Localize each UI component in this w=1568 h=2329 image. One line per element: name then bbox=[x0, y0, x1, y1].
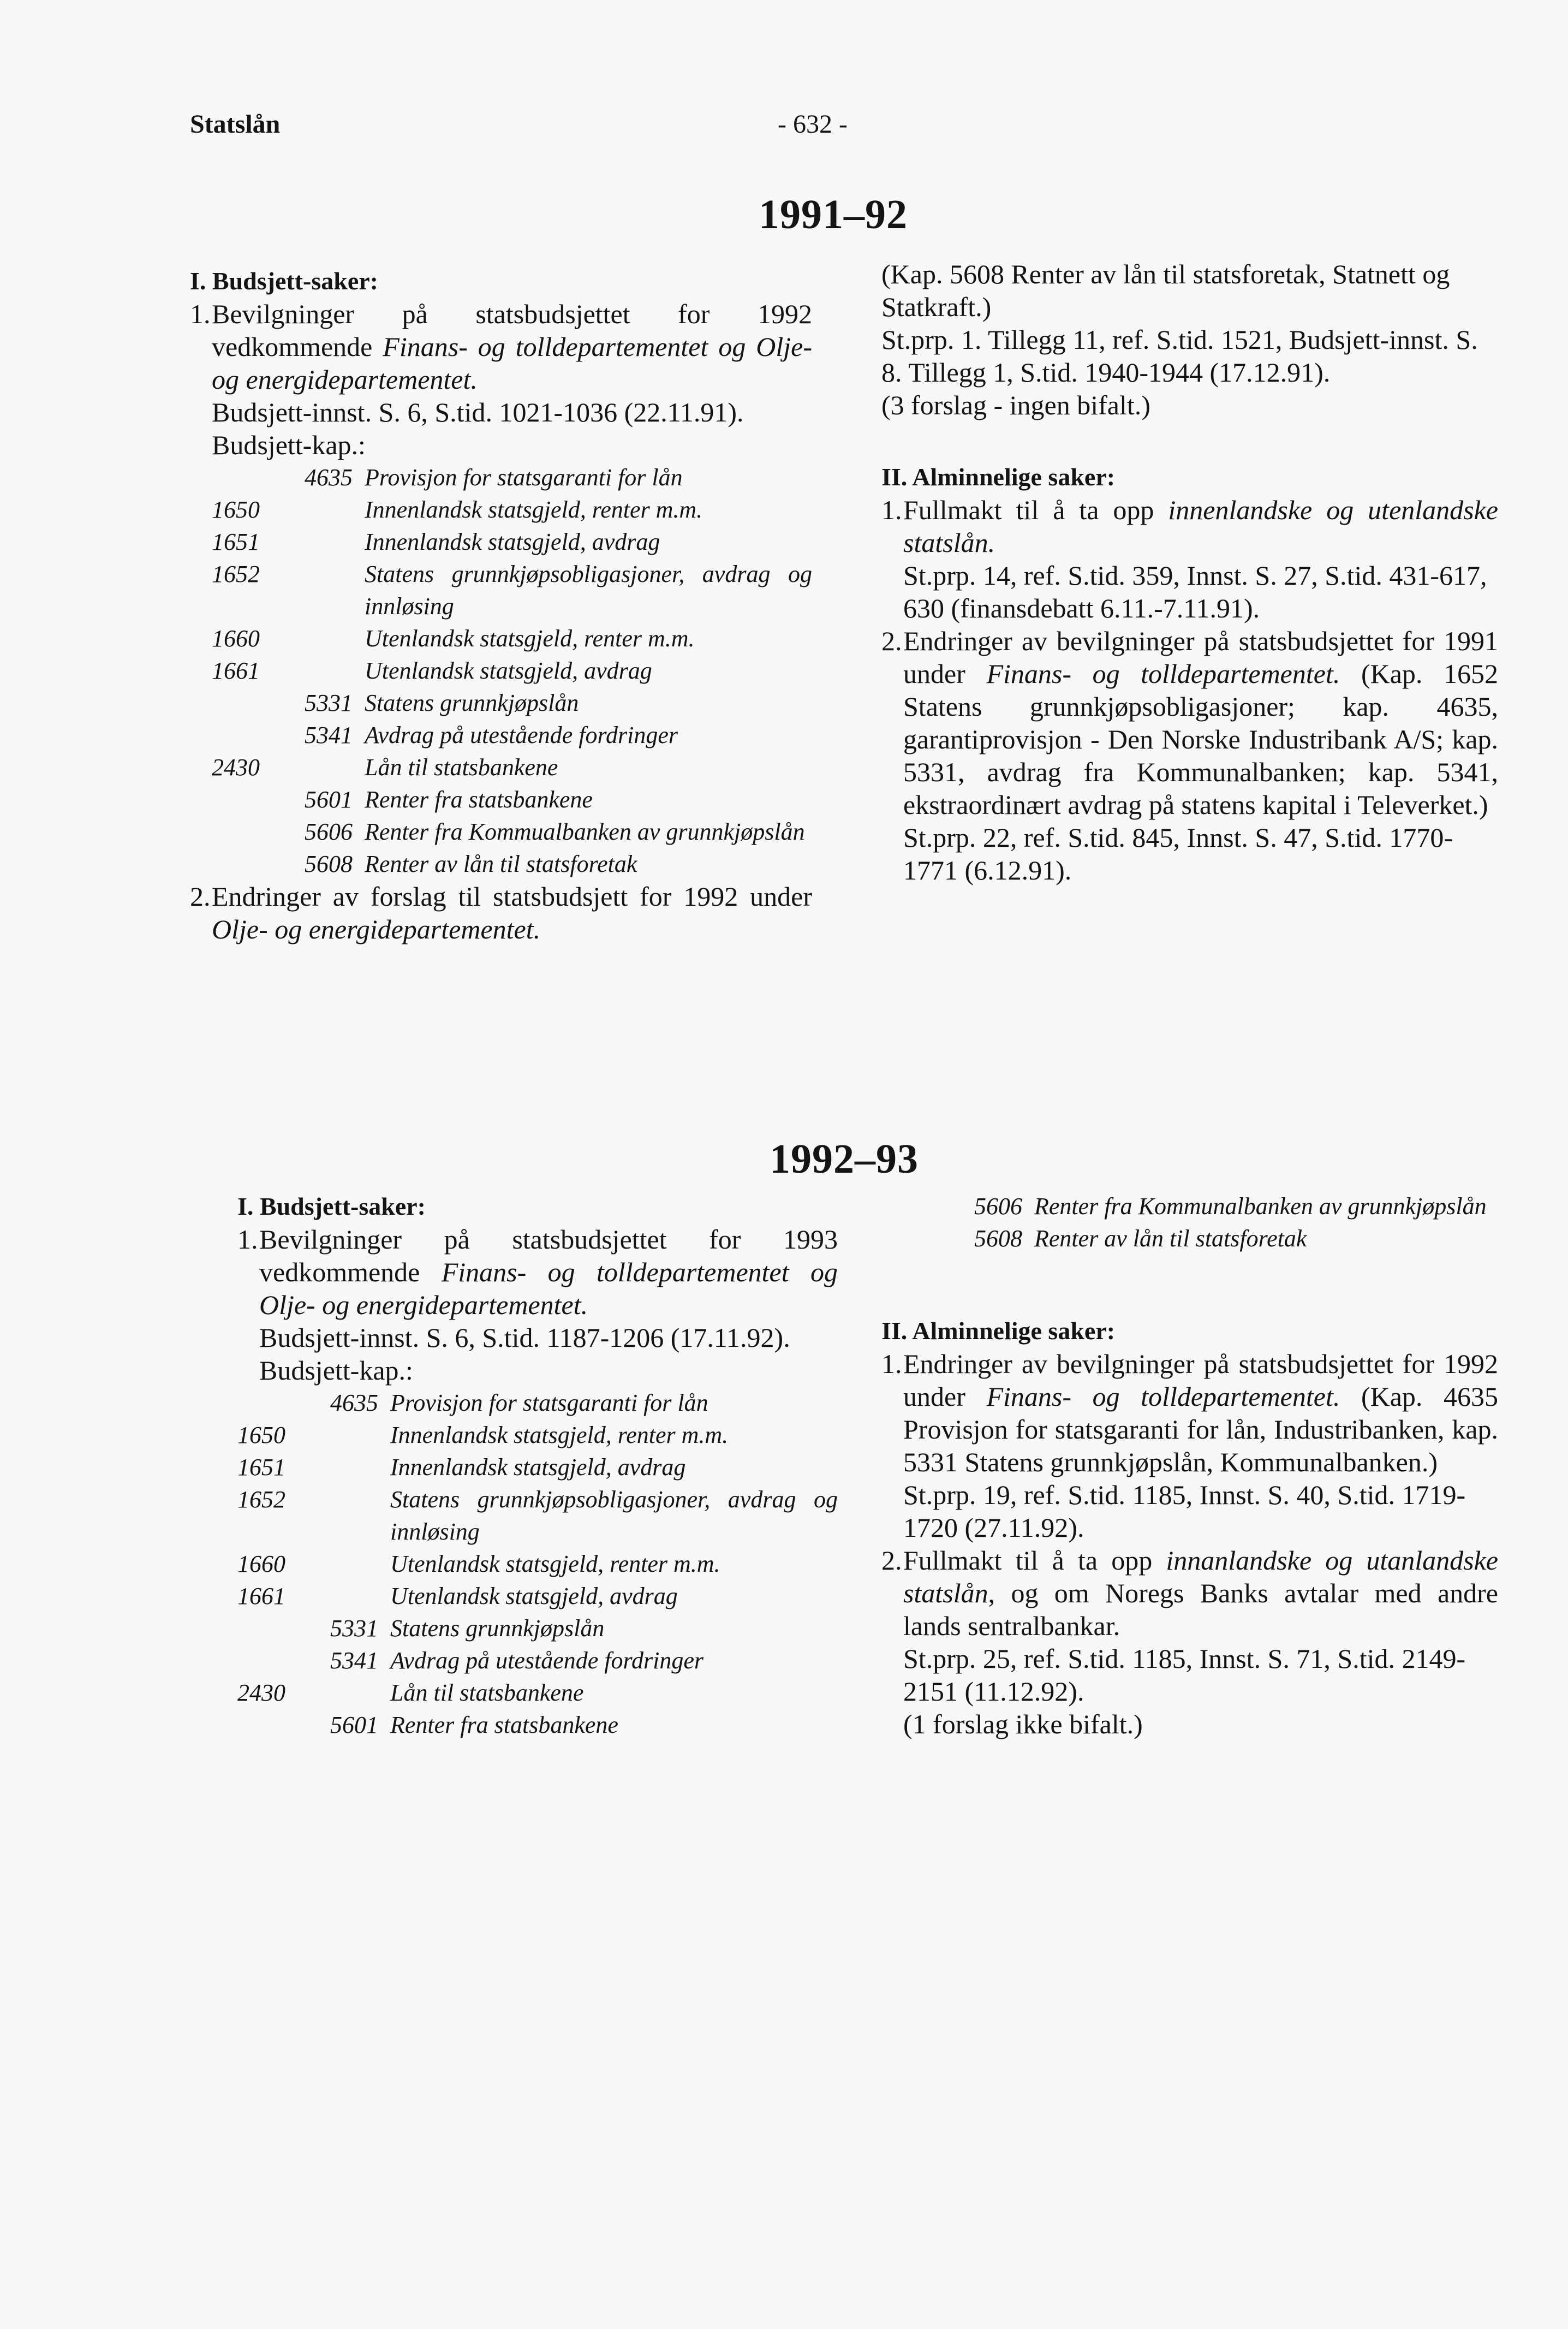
kap-expense-number bbox=[237, 1644, 330, 1677]
kap-income-number bbox=[330, 1548, 390, 1580]
item-number: 1. bbox=[881, 495, 902, 525]
item-departments: Finans- og tolldepartementet. bbox=[986, 658, 1340, 689]
kap-description: Innenlandsk statsgjeld, avdrag bbox=[390, 1454, 686, 1481]
kap-income-number: 5608 bbox=[974, 1225, 1022, 1252]
item-reference: St.prp. 19, ref. S.tid. 1185, Innst. S. 40, S.tid. 1719-1720 (27.11.92). bbox=[903, 1480, 1466, 1543]
kap-description: Renter fra Kommunalbanken av grunnkjøpslån bbox=[1034, 1193, 1487, 1220]
kap-description: Utenlandsk statsgjeld, avdrag bbox=[365, 657, 652, 684]
kap-row bbox=[212, 751, 812, 783]
year-heading-1992-93: 1992–93 bbox=[770, 1136, 919, 1182]
kap-description: Statens grunnkjøpsobligasjoner, avdrag og innløsing bbox=[390, 1486, 838, 1545]
kap-description: Lån til statsbankene bbox=[390, 1679, 584, 1706]
kap-description: Lån til statsbankene bbox=[365, 754, 558, 781]
kap-expense-number: 1650 bbox=[212, 496, 260, 523]
kap-expense-number bbox=[237, 1709, 330, 1741]
item-text: Endringer av forslag til statsbudsjett for 1992 under bbox=[212, 881, 812, 912]
item-number: 2. bbox=[881, 1545, 902, 1576]
kap-row bbox=[881, 1222, 1498, 1255]
kap-row bbox=[237, 1612, 838, 1644]
continuation-note: (3 forslag - ingen bifalt.) bbox=[881, 390, 1150, 420]
kap-description: Innenlandsk statsgjeld, renter m.m. bbox=[365, 496, 703, 523]
kap-expense-number: 2430 bbox=[237, 1679, 285, 1706]
left-column-1991-92 bbox=[190, 265, 812, 946]
kap-income-number: 5601 bbox=[305, 786, 353, 813]
kap-income-number: 5331 bbox=[305, 690, 353, 716]
kap-expense-number: 2430 bbox=[212, 754, 260, 781]
kap-row bbox=[237, 1644, 838, 1677]
kap-row bbox=[237, 1709, 838, 1741]
item-number: 1. bbox=[190, 299, 211, 329]
item-departments: Finans- og tolldepartementet og Olje- og energidepartementet. bbox=[212, 331, 812, 395]
continuation-reference: St.prp. 1. Tillegg 11, ref. S.tid. 1521, Budsjett-innst. S. 8. Tillegg 1, S.tid. 1940-1944 (17.12.91). bbox=[881, 324, 1478, 388]
general-item-2 bbox=[881, 625, 1498, 821]
kap-description: Provisjon for statsgaranti for lån bbox=[390, 1389, 708, 1416]
kap-income-number bbox=[305, 558, 365, 622]
item-text: Endringer av bevilgninger på statsbudsjettet for 1992 under bbox=[903, 1348, 1498, 1412]
kap-income-number: 5601 bbox=[330, 1712, 378, 1738]
kap-row bbox=[237, 1580, 838, 1612]
kap-income-number: 4635 bbox=[305, 464, 353, 491]
continuation-kap: (Kap. 5608 Renter av lån til statsforetak, Statnett og Statkraft.) bbox=[881, 259, 1450, 322]
kap-row bbox=[212, 719, 812, 751]
kap-label: Budsjett-kap.: bbox=[259, 1355, 413, 1386]
general-item-2 bbox=[881, 1544, 1498, 1642]
item-number: 2. bbox=[190, 881, 211, 912]
kap-income-number: 5606 bbox=[974, 1193, 1022, 1220]
kap-list-continued bbox=[881, 1190, 1498, 1255]
kap-income-number bbox=[305, 751, 365, 783]
item-reference: St.prp. 22, ref. S.tid. 845, Innst. S. 47, S.tid. 1770- 1771 (6.12.91). bbox=[903, 822, 1453, 886]
kap-expense-number bbox=[237, 1612, 330, 1644]
kap-row bbox=[237, 1419, 838, 1451]
kap-description: Renter av lån til statsforetak bbox=[365, 851, 637, 877]
kap-expense-number: 1652 bbox=[212, 561, 260, 587]
general-item-1 bbox=[881, 1347, 1498, 1478]
kap-expense-number: 1660 bbox=[212, 625, 260, 652]
kap-expense-number bbox=[212, 783, 305, 816]
kap-description: Statens grunnkjøpslån bbox=[365, 690, 579, 716]
item-text: Bevilgninger på statsbudsjettet for 1993 vedkommende bbox=[259, 1224, 838, 1287]
kap-description: Provisjon for statsgaranti for lån bbox=[365, 464, 683, 491]
kap-expense-number: 1661 bbox=[237, 1583, 285, 1609]
item-reference: St.prp. 14, ref. S.tid. 359, Innst. S. 27, S.tid. 431-617, 630 (finansdebatt 6.11.-7.11.91). bbox=[903, 560, 1487, 623]
item-text: Bevilgninger på statsbudsjettet for 1992 vedkommende bbox=[212, 299, 812, 362]
kap-description: Renter fra Kommualbanken av grunnkjøpslån bbox=[365, 818, 805, 845]
kap-row bbox=[881, 1190, 1498, 1222]
right-column-1991-92 bbox=[881, 258, 1498, 887]
kap-description: Avdrag på utestående fordringer bbox=[390, 1647, 703, 1674]
item-details: (Kap. 1652 Statens grunnkjøpsobligasjoner; kap. 4635, garantiprovisjon - Den Norske Industribank A/S; kap. 5331, avdrag fra Kommunalbanken; kap. 5341, ekstraordinært avdrag på statens kapital i Televerket.) bbox=[903, 658, 1498, 820]
year-heading-1991-92: 1991–92 bbox=[759, 192, 908, 237]
kap-row bbox=[212, 783, 812, 816]
item-departments: Finans- og tolldepartementet. bbox=[986, 1381, 1340, 1412]
kap-income-number bbox=[330, 1483, 390, 1548]
general-heading: II. Alminnelige saker: bbox=[881, 463, 1116, 491]
kap-income-number: 5331 bbox=[330, 1615, 378, 1642]
budget-heading: I. Budsjett-saker: bbox=[237, 1192, 426, 1220]
budget-reference: Budsjett-innst. S. 6, S.tid. 1187-1206 (17.11.92). bbox=[259, 1322, 790, 1353]
kap-description: Innenlandsk statsgjeld, renter m.m. bbox=[390, 1422, 729, 1448]
kap-row bbox=[212, 848, 812, 880]
kap-description: Innenlandsk statsgjeld, avdrag bbox=[365, 528, 660, 555]
page-number: - 632 - bbox=[778, 110, 848, 139]
kap-description: Renter fra statsbankene bbox=[390, 1712, 618, 1738]
item-note: (1 forslag ikke bifalt.) bbox=[903, 1709, 1143, 1739]
kap-description: Renter av lån til statsforetak bbox=[1034, 1225, 1307, 1252]
kap-row bbox=[212, 461, 812, 494]
general-item-1 bbox=[881, 494, 1498, 559]
kap-income-number bbox=[305, 494, 365, 526]
kap-income-number: 5608 bbox=[305, 851, 353, 877]
kap-row bbox=[212, 558, 812, 622]
kap-income-number bbox=[305, 655, 365, 687]
budget-item-1 bbox=[237, 1223, 838, 1321]
item-subject: innenlandske og utenlandske statslån. bbox=[903, 495, 1498, 558]
kap-description: Statens grunnkjøpsobligasjoner, avdrag og innløsing bbox=[365, 561, 812, 620]
item-number: 2. bbox=[881, 626, 902, 656]
kap-expense-number: 1650 bbox=[237, 1422, 285, 1448]
kap-row bbox=[212, 526, 812, 558]
running-title: Statslån bbox=[190, 110, 281, 139]
item-departments: Olje- og energidepartementet. bbox=[212, 914, 541, 944]
kap-income-number bbox=[305, 622, 365, 655]
kap-expense-number bbox=[212, 848, 305, 880]
kap-expense-number: 1660 bbox=[237, 1550, 285, 1577]
kap-income-number: 4635 bbox=[330, 1389, 378, 1416]
kap-description: Utenlandsk statsgjeld, avdrag bbox=[390, 1583, 678, 1609]
item-subject: innanlandske og utanlandske statslån bbox=[903, 1545, 1498, 1608]
kap-expense-number: 1652 bbox=[237, 1486, 285, 1513]
item-number: 1. bbox=[881, 1348, 902, 1379]
kap-row bbox=[212, 655, 812, 687]
kap-description: Avdrag på utestående fordringer bbox=[365, 722, 678, 748]
general-heading: II. Alminnelige saker: bbox=[881, 1317, 1116, 1345]
kap-row bbox=[237, 1483, 838, 1548]
item-text: Endringer av bevilgninger på statsbudsjettet for 1991 under bbox=[903, 626, 1498, 689]
kap-income-number: 5341 bbox=[330, 1647, 378, 1674]
kap-expense-number: 1651 bbox=[212, 528, 260, 555]
kap-income-number bbox=[330, 1419, 390, 1451]
kap-income-number bbox=[330, 1677, 390, 1709]
kap-label: Budsjett-kap.: bbox=[212, 430, 366, 460]
kap-description: Utenlandsk statsgjeld, renter m.m. bbox=[390, 1550, 720, 1577]
kap-row bbox=[237, 1548, 838, 1580]
budget-heading: I. Budsjett-saker: bbox=[190, 267, 378, 295]
budget-item-1 bbox=[190, 298, 812, 396]
kap-expense-number bbox=[212, 461, 305, 494]
item-reference: St.prp. 25, ref. S.tid. 1185, Innst. S. 71, S.tid. 2149-2151 (11.12.92). bbox=[903, 1643, 1466, 1707]
kap-list bbox=[190, 461, 812, 880]
budget-reference: Budsjett-innst. S. 6, S.tid. 1021-1036 (22.11.91). bbox=[212, 397, 744, 427]
kap-expense-number: 1651 bbox=[237, 1454, 285, 1481]
kap-expense-number bbox=[212, 816, 305, 848]
kap-income-number bbox=[305, 526, 365, 558]
budget-item-2 bbox=[190, 880, 812, 946]
kap-row bbox=[212, 494, 812, 526]
kap-row bbox=[212, 622, 812, 655]
kap-row bbox=[212, 687, 812, 719]
item-text: Fullmakt til å ta opp bbox=[903, 495, 1168, 525]
kap-row bbox=[237, 1387, 838, 1419]
kap-list bbox=[237, 1387, 838, 1741]
kap-row bbox=[237, 1451, 838, 1483]
item-details: (Kap. 4635 Provisjon for statsgaranti for lån, Industribanken, kap. 5331 Statens grunnkjøpslån, Kommunalbanken.) bbox=[903, 1381, 1498, 1477]
kap-expense-number bbox=[212, 687, 305, 719]
left-column-1992-93 bbox=[237, 1190, 838, 1741]
item-number: 1. bbox=[237, 1224, 258, 1255]
kap-expense-number bbox=[237, 1387, 330, 1419]
item-departments: Finans- og tolldepartementet og Olje- og energidepartementet. bbox=[259, 1257, 838, 1320]
kap-expense-number bbox=[212, 719, 305, 751]
kap-income-number: 5606 bbox=[305, 818, 353, 845]
kap-income-number bbox=[330, 1451, 390, 1483]
kap-row bbox=[212, 816, 812, 848]
kap-row bbox=[237, 1677, 838, 1709]
kap-description: Statens grunnkjøpslån bbox=[390, 1615, 605, 1642]
kap-expense-number: 1661 bbox=[212, 657, 260, 684]
item-details: , og om Noregs Banks avtalar med andre lands sentralbankar. bbox=[903, 1578, 1498, 1641]
kap-income-number: 5341 bbox=[305, 722, 353, 748]
kap-description: Utenlandsk statsgjeld, renter m.m. bbox=[365, 625, 695, 652]
kap-description: Renter fra statsbankene bbox=[365, 786, 593, 813]
kap-income-number bbox=[330, 1580, 390, 1612]
right-column-1992-93 bbox=[881, 1190, 1498, 1740]
item-text: Fullmakt til å ta opp bbox=[903, 1545, 1166, 1576]
